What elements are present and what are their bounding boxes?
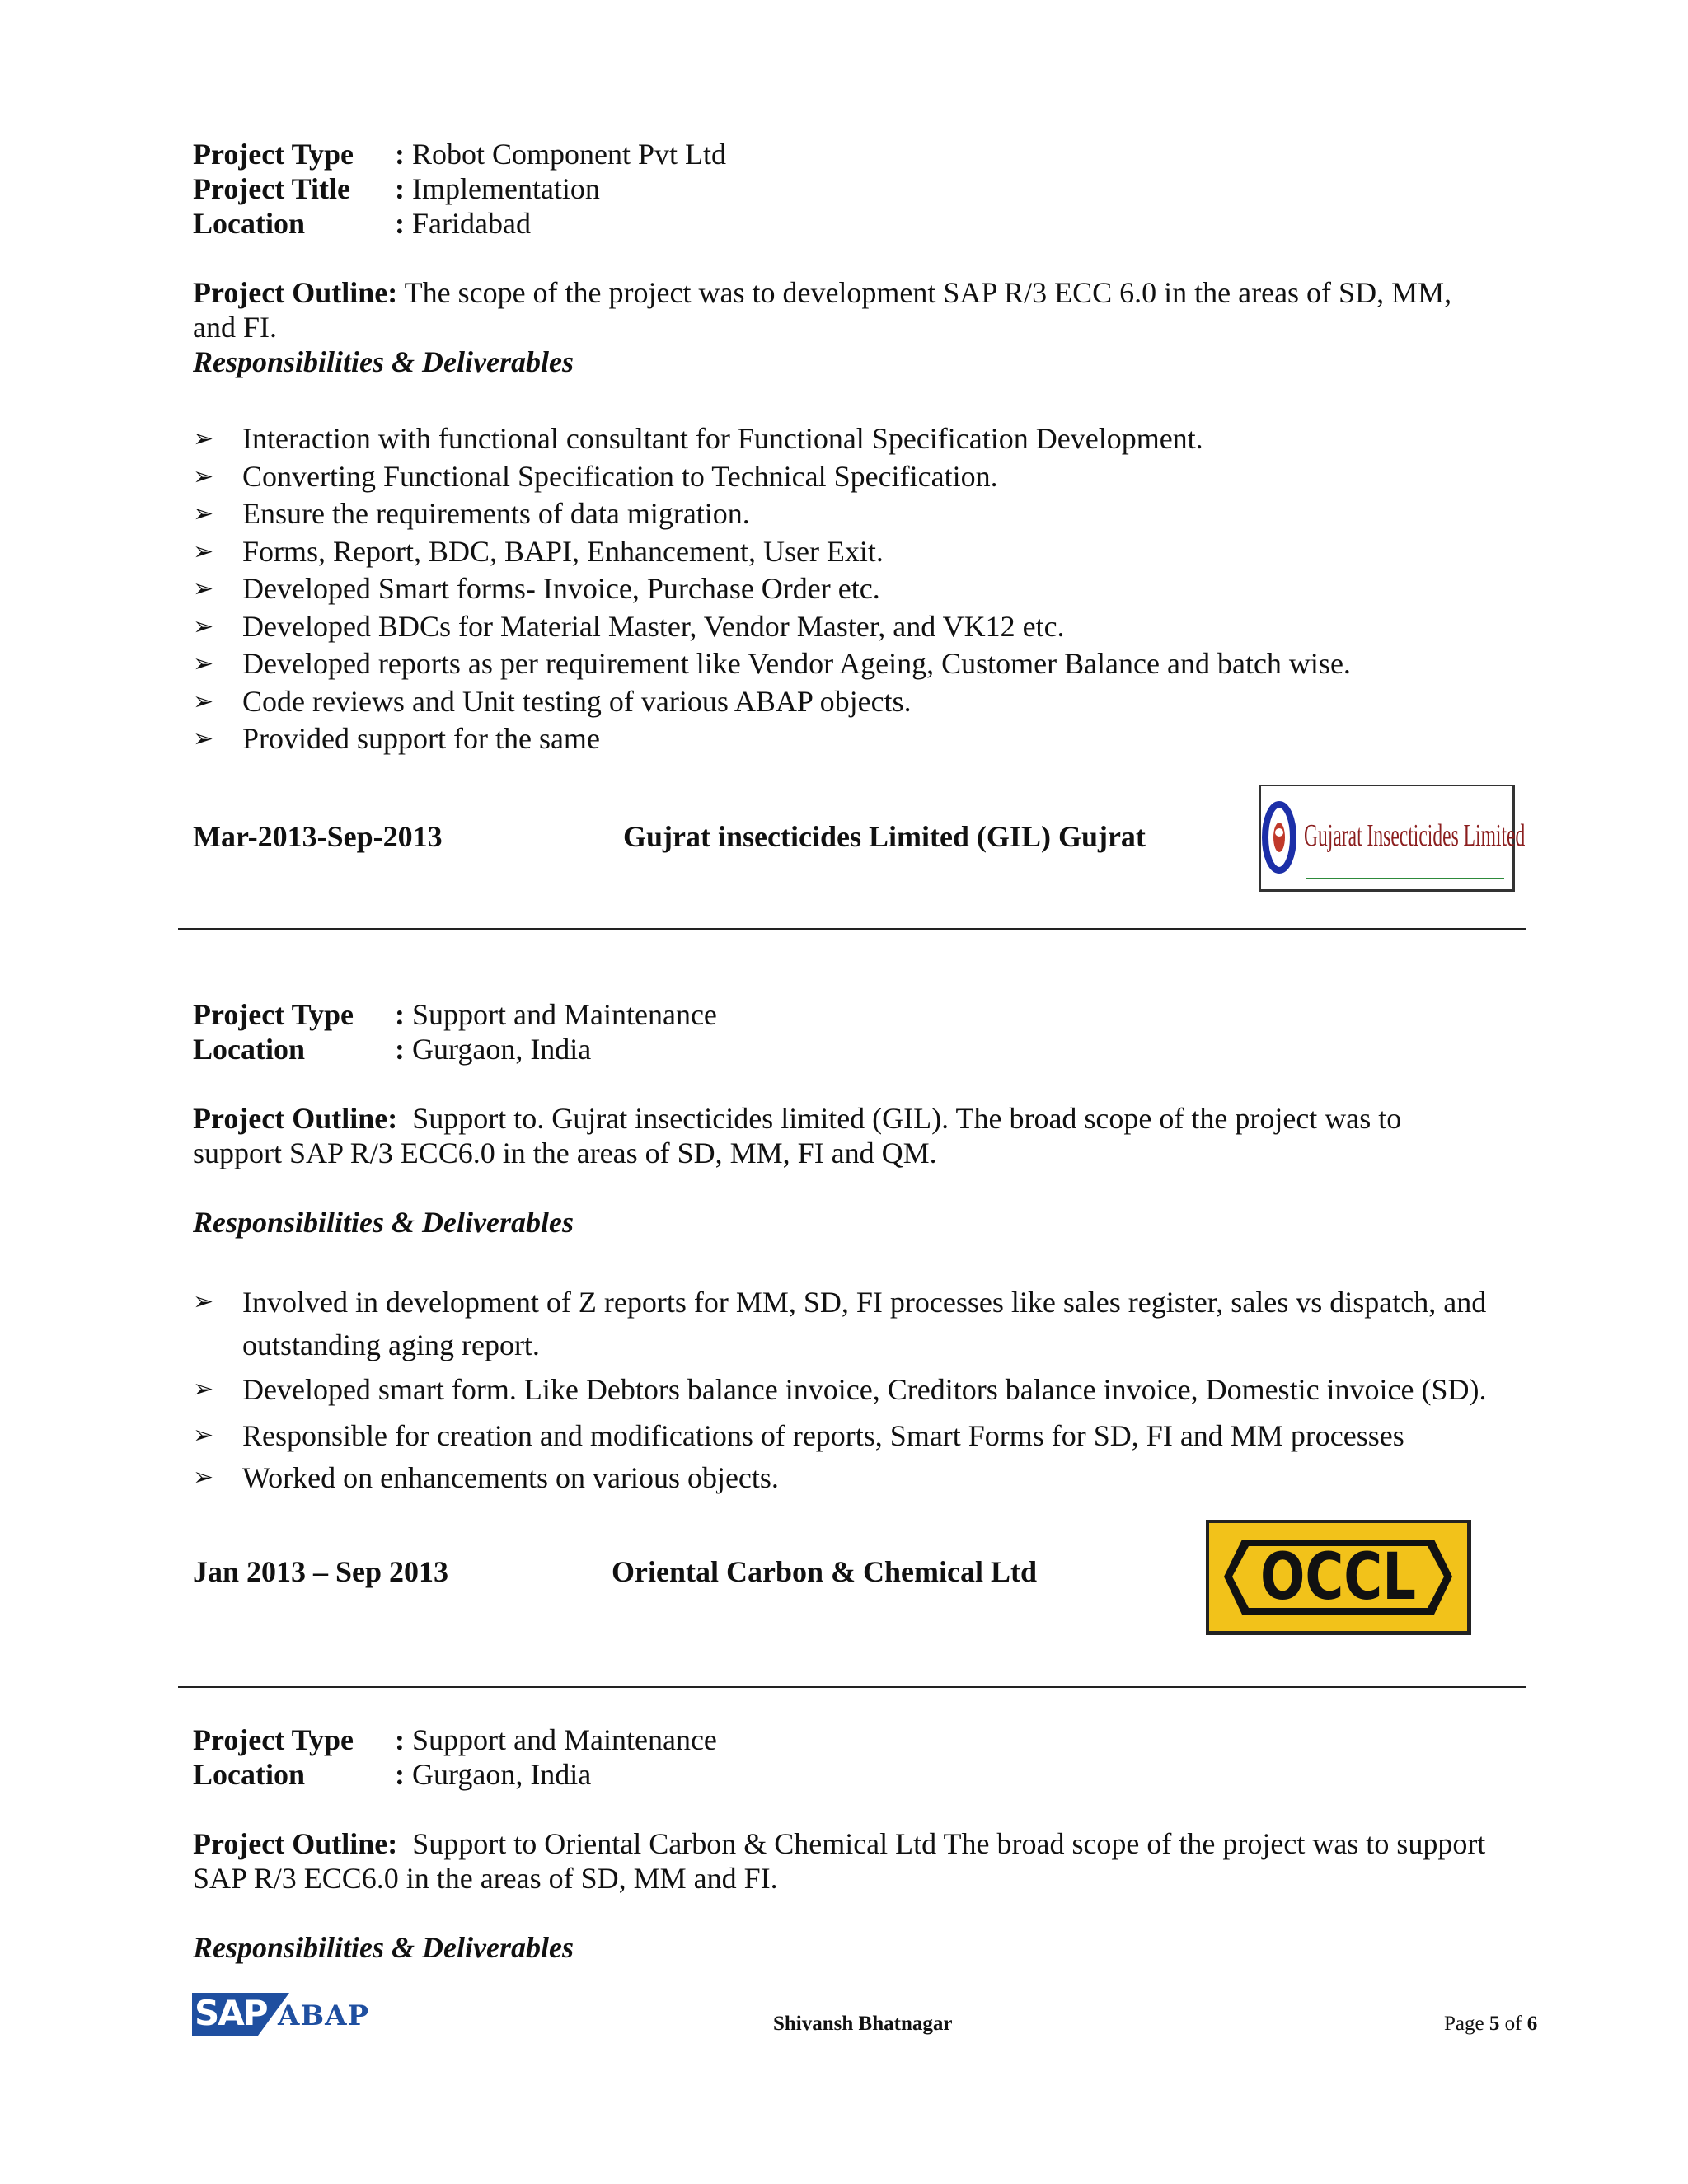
arrow-bullet-icon: ➢ (193, 499, 214, 528)
project-type-row: Project Type : Support and Maintenance (193, 998, 717, 1031)
arrow-bullet-icon: ➢ (193, 1463, 214, 1492)
abap-logo-text: ABAP (278, 1999, 370, 2032)
project-outline: Project Outline: The scope of the project was to development SAP R/3 ECC 6.0 in the areas of SD, MM, and FI. (193, 276, 1452, 344)
arrow-bullet-icon: ➢ (193, 1287, 214, 1316)
project-outline: Project Outline: Support to. Gujrat insecticides limited (GIL). The broad scope of the project was to support SAP R/3 ECC6.0 in the areas of SD, MM, FI and QM. (193, 1102, 1402, 1169)
responsibilities-heading: Responsibilities & Deliverables (193, 345, 574, 378)
arrow-bullet-icon: ➢ (193, 649, 214, 678)
list-item: ➢ Provided support for the same (193, 720, 1351, 758)
arrow-bullet-icon: ➢ (193, 612, 214, 641)
project-outline: Project Outline: Support to Oriental Carbon & Chemical Ltd The broad scope of the project was to support SAP R/3 ECC6.0 in the areas of SD, MM and FI. (193, 1827, 1486, 1895)
sap-logo-text: SAP (195, 1993, 267, 2033)
gil-logo (1259, 785, 1526, 892)
arrow-bullet-icon: ➢ (193, 537, 214, 566)
section-divider (178, 928, 1526, 930)
occl-logo-text: OCCL (1259, 1540, 1417, 1615)
section-divider (178, 1686, 1526, 1688)
arrow-bullet-icon: ➢ (193, 574, 214, 603)
project-title-row: Project Title : Implementation (193, 172, 600, 205)
location-row: Location : Gurgaon, India (193, 1033, 592, 1066)
arrow-bullet-icon: ➢ (193, 687, 214, 716)
arrow-bullet-icon: ➢ (193, 424, 214, 453)
job-period: Mar-2013-Sep-2013 (193, 820, 443, 853)
footer-author: Shivansh Bhatnagar (773, 2013, 953, 2035)
location-row: Location : Faridabad (193, 207, 531, 240)
list-item: ➢ Forms, Report, BDC, BAPI, Enhancement, User Exit. (193, 533, 1351, 571)
job-period: Jan 2013 – Sep 2013 (193, 1555, 449, 1588)
job-company: Oriental Carbon & Chemical Ltd (612, 1555, 1037, 1588)
arrow-bullet-icon: ➢ (193, 462, 214, 491)
list-item: ➢ Worked on enhancements on various objects. (193, 1459, 1487, 1497)
list-item: ➢ Ensure the requirements of data migration. (193, 495, 1351, 533)
list-item: ➢ Developed BDCs for Material Master, Vendor Master, and VK12 etc. (193, 608, 1351, 646)
list-item: ➢ Converting Functional Specification to Technical Specification. (193, 458, 1351, 496)
gil-logo-text: Gujarat Insecticides Limited (1304, 818, 1526, 853)
arrow-bullet-icon: ➢ (193, 1375, 214, 1404)
list-item-continuation: outstanding aging report. (242, 1329, 540, 1361)
list-item: ➢ Developed reports as per requirement like Vendor Ageing, Customer Balance and batch wise. (193, 645, 1351, 683)
occl-logo (1206, 1520, 1471, 1635)
list-item: ➢ Responsible for creation and modifications of reports, Smart Forms for SD, FI and MM processes (193, 1413, 1487, 1459)
arrow-bullet-icon: ➢ (193, 724, 214, 753)
responsibilities-heading: Responsibilities & Deliverables (193, 1206, 574, 1239)
page-number: Page 5 of 6 (1444, 2013, 1538, 2035)
job-company: Gujrat insecticides Limited (GIL) Gujrat (623, 820, 1146, 853)
list-item: ➢ Involved in development of Z reports for MM, SD, FI processes like sales register, sales vs dispatch, and (193, 1281, 1487, 1324)
list-item: ➢ Interaction with functional consultant for Functional Specification Development. (193, 420, 1351, 458)
responsibilities-list (193, 1281, 1487, 1497)
location-row: Location : Gurgaon, India (193, 1758, 592, 1791)
project-type-row: Project Type : Robot Component Pvt Ltd (193, 138, 727, 171)
responsibilities-list (193, 420, 1351, 758)
project-type-row: Project Type : Support and Maintenance (193, 1723, 717, 1756)
sap-abap-logo (192, 1991, 406, 2037)
list-item: ➢ Developed Smart forms- Invoice, Purchase Order etc. (193, 570, 1351, 608)
responsibilities-heading: Responsibilities & Deliverables (193, 1931, 574, 1964)
list-item: ➢ Developed smart form. Like Debtors balance invoice, Creditors balance invoice, Domestic invoice (SD). (193, 1366, 1487, 1413)
list-item: ➢ Code reviews and Unit testing of various ABAP objects. (193, 683, 1351, 721)
arrow-bullet-icon: ➢ (193, 1421, 214, 1450)
